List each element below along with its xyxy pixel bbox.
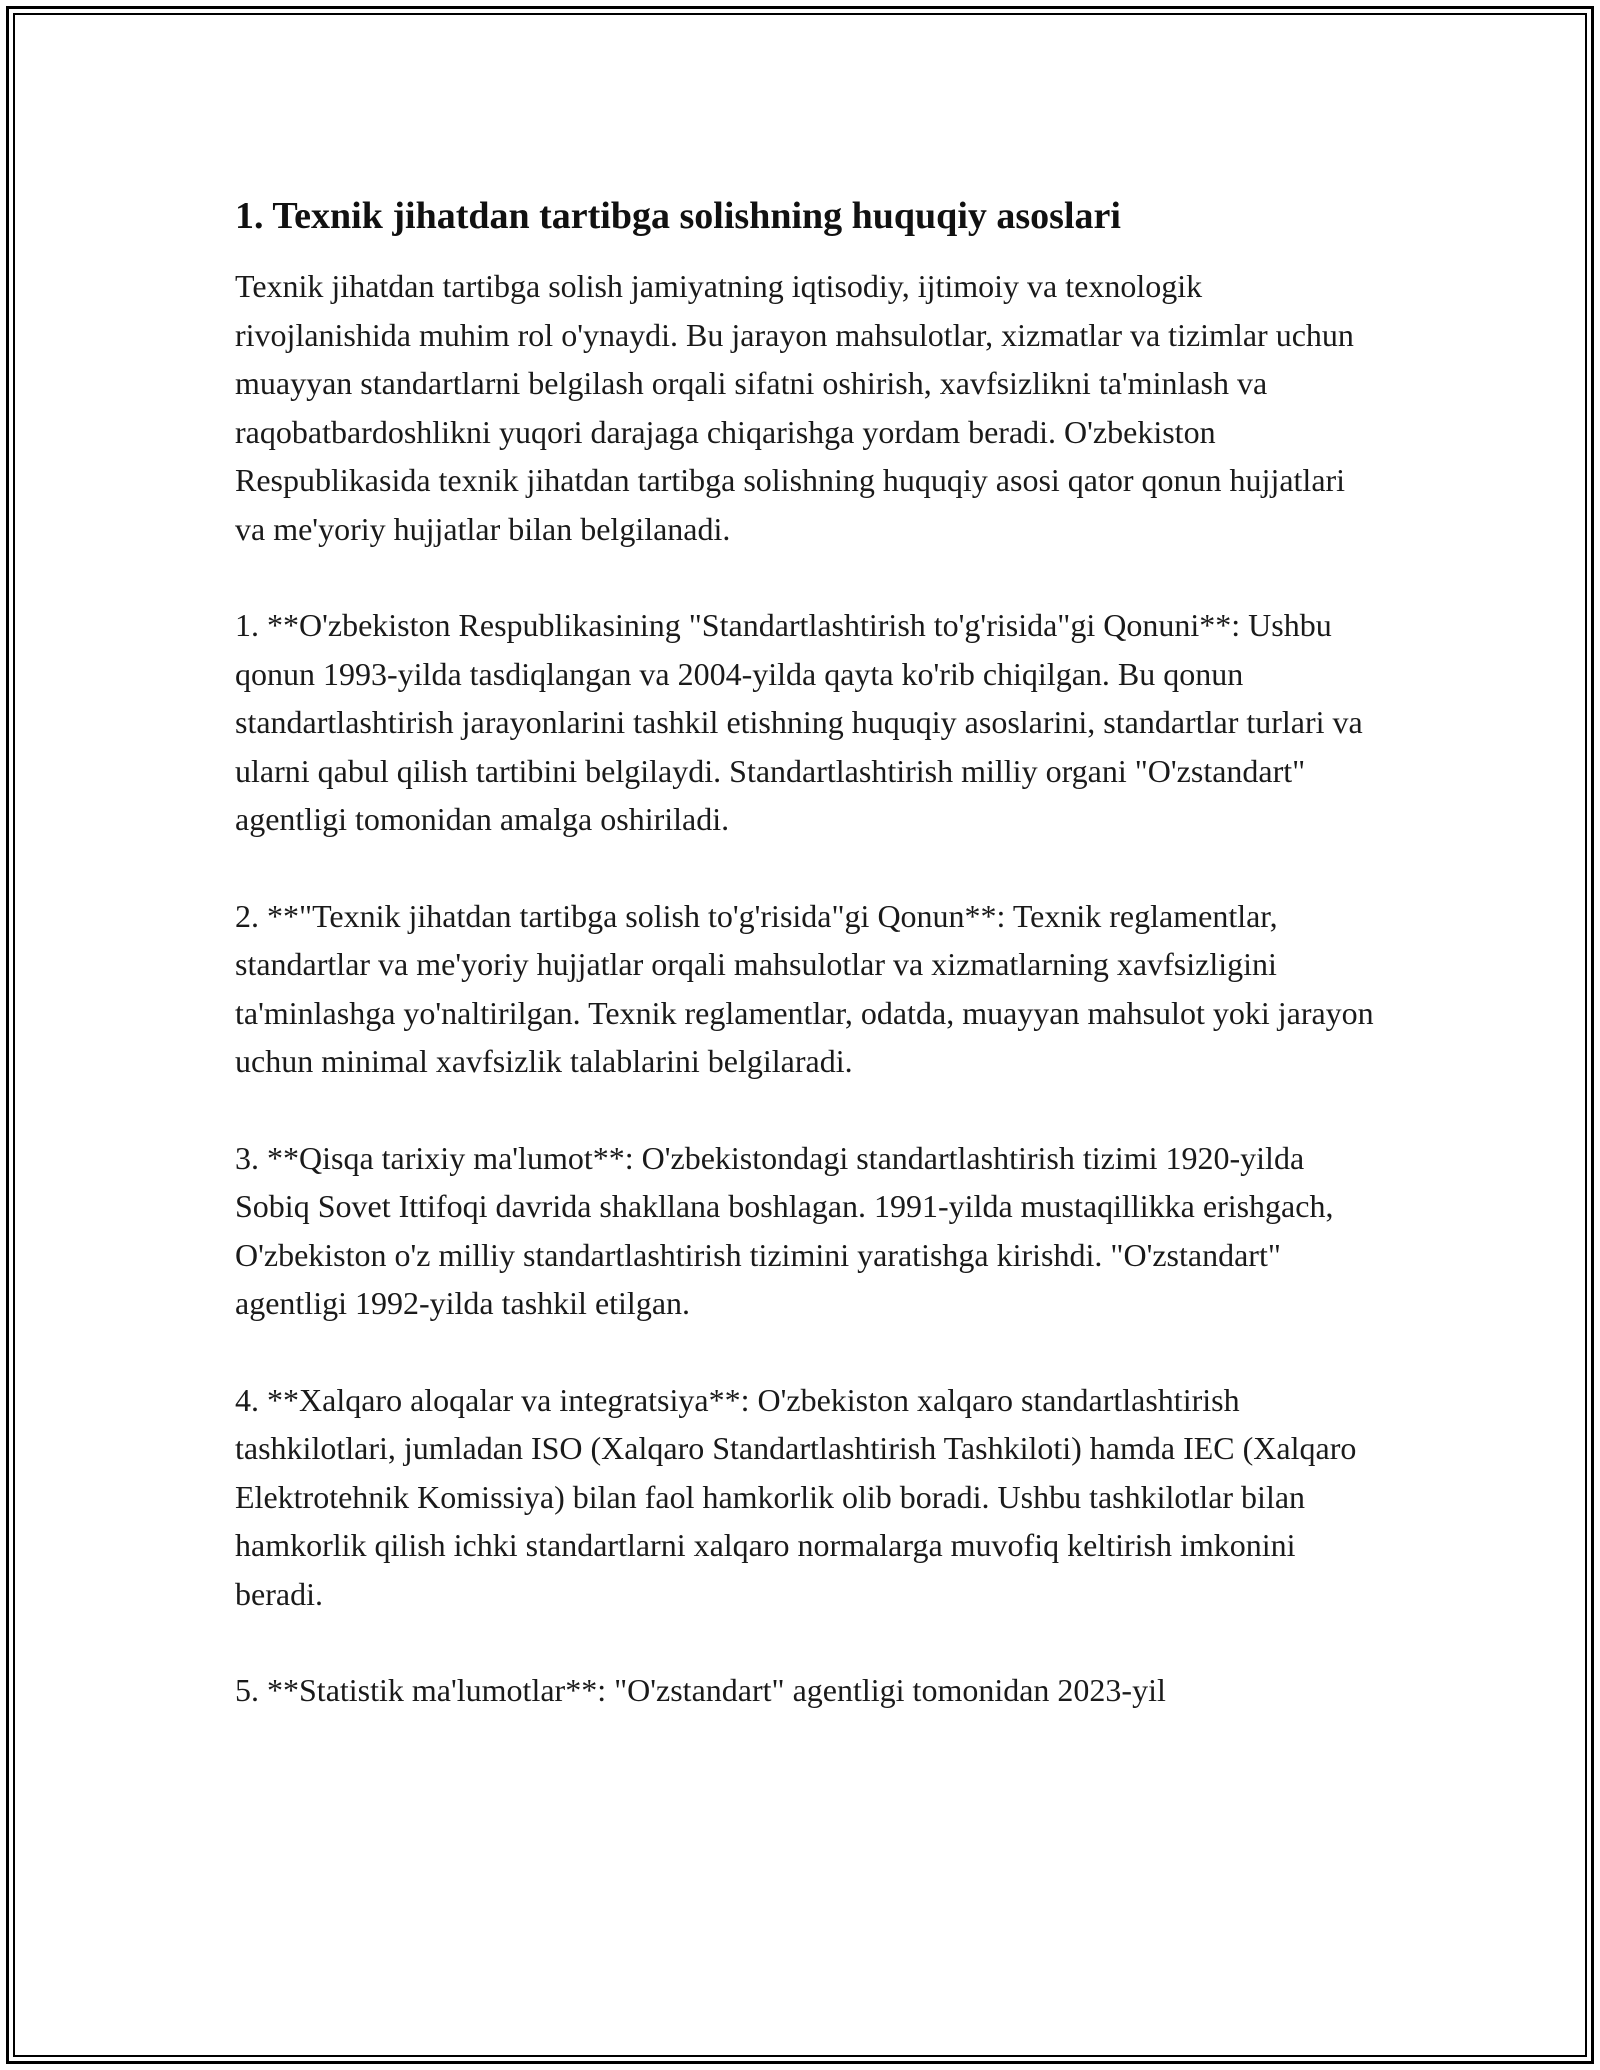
intro-paragraph: Texnik jihatdan tartibga solish jamiyatning iqtisodiy, ijtimoiy va texnologik rivojlanishida muhim rol o'ynaydi. Bu jarayon mahsulotlar, xizmatlar va tizimlar uchun muayyan standartlarni belgilash orqali sifatni oshirish, xavfsizlikni ta'minlash va raqobatbardoshlikni yuqori darajaga chiqarishga yordam beradi. O'zbekiston Respublikasida texnik jihatdan tartibga solishning huquqiy asosi qator qonun hujjatlari va me'yoriy hujjatlar bilan belgilanadi. (235, 268, 1354, 547)
list-item-international-relations: 4. **Xalqaro aloqalar va integratsiya**: O'zbekiston xalqaro standartlashtirish tashkilotlari, jumladan ISO (Xalqaro Standartlashtirish Tashkiloti) hamda IEC (Xalqaro Elektrotehnik Komissiya) bilan faol hamkorlik olib boradi. Ushbu tashkilotlar bilan hamkorlik qilish ichki standartlarni xalqaro normalarga muvofiq keltirish imkonini beradi. (235, 1381, 1357, 1612)
document-body (235, 180, 1375, 1763)
list-item-technical-regulation-law: 2. **"Texnik jihatdan tartibga solish to'g'risida"gi Qonun**: Texnik reglamentlar, standartlar va me'yoriy hujjatlar orqali mahsulotlar va xizmatlarning xavfsizligini ta'minlashga yo'naltirilgan. Texnik reglamentlar, odatda, muayyan mahsulot yoki jarayon uchun minimal xavfsizlik talablarini belgilaradi. (235, 897, 1374, 1079)
list-item-standardization-law: 1. **O'zbekiston Respublikasining "Standartlashtirish to'g'risida"gi Qonuni**: Ushbu qonun 1993-yilda tasdiqlangan va 2004-yilda qayta ko'rib chiqilgan. Bu qonun standartlashtirish jarayonlarini tashkil etishning huquqiy asoslarini, standartlar turlari va ularni qabul qilish tartibini belgilaydi. Standartlashtirish milliy organi "O'zstandart" agentligi tomonidan amalga oshiriladi. (235, 607, 1363, 837)
list-item-historical-info: 3. **Qisqa tarixiy ma'lumot**: O'zbekistondagi standartlashtirish tizimi 1920-yilda Sobiq Sovet Ittifoqi davrida shakllana boshlagan. 1991-yilda mustaqillikka erishgach, O'zbekiston o'z milliy standartlashtirish tizimini yaratishga kirishdi. "O'zstandart" agentligi 1992-yilda tashkil etilgan. (235, 1139, 1334, 1321)
section-heading: 1. Texnik jihatdan tartibga solishning huquqiy asoslari (235, 195, 1121, 237)
list-item-statistics: 5. **Statistik ma'lumotlar**: "O'zstandart" agentligi tomonidan 2023-yil (235, 1672, 1166, 1708)
